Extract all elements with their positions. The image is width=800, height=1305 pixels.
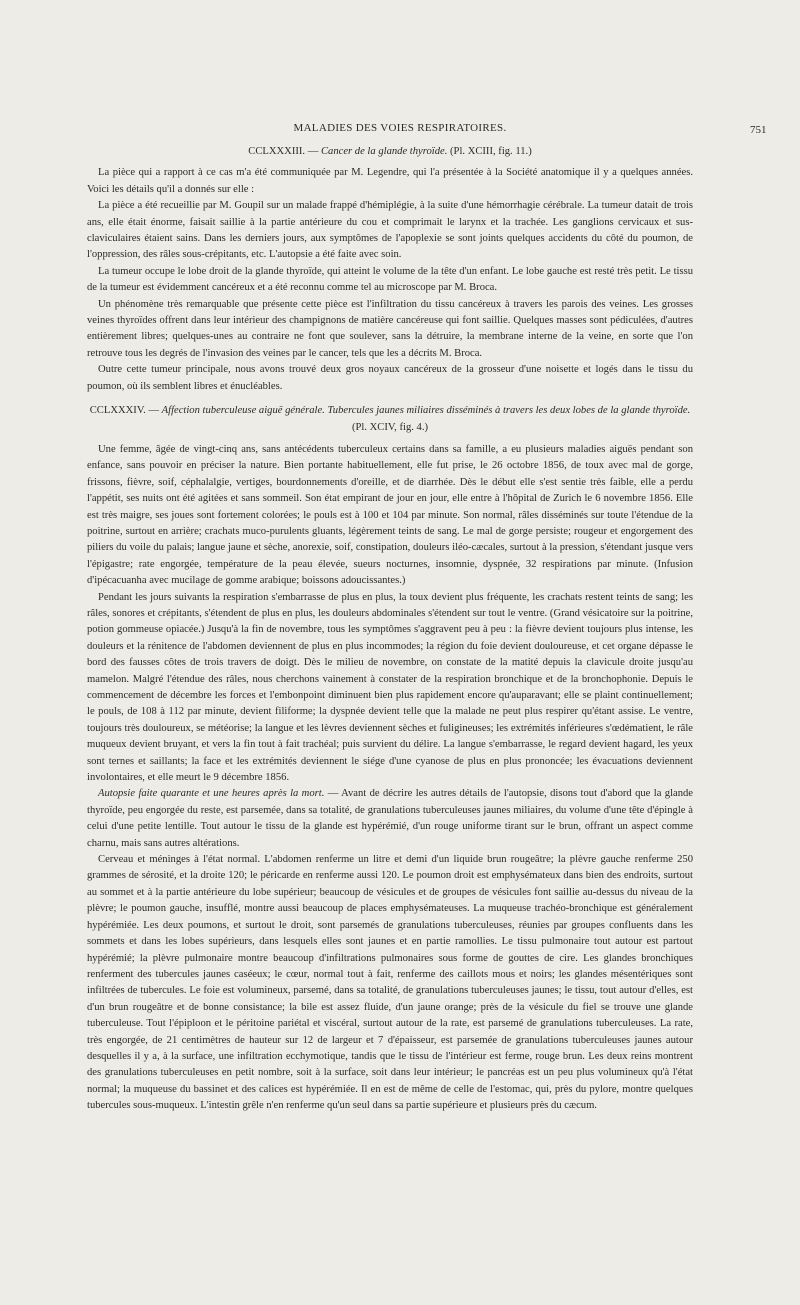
page-content xyxy=(87,144,693,1115)
paragraph: Outre cette tumeur principale, nous avons trouvé deux gros noyaux cancéreux de la grosseur d'une noisette et logés dans le tissu du poumon, où ils semblent libres et énucléables. xyxy=(87,364,693,392)
page-number: 751 xyxy=(750,124,767,136)
paragraph: La pièce qui a rapport à ce cas m'a été communiquée par M. Legendre, qui l'a présentée à la Société anatomique il y a quelques années. Voici les détails qu'il a donnés sur elle : xyxy=(87,167,693,195)
running-head: MALADIES DES VOIES RESPIRATOIRES. xyxy=(293,122,507,134)
section-2-title: Affection tuberculeuse aiguë générale. Tubercules jaunes miliaires disséminés à travers les deux lobes de la glande thyroïde. xyxy=(161,405,691,417)
paragraph: La pièce a été recueillie par M. Goupil sur un malade frappé d'hémiplégie, à la suite d'une hémorrhagie cérébrale. La tumeur datait de trois ans, elle était énorme, faisait saillie à la partie antérieure du cou et comprimait le larynx et la trachée. Les ganglions cervicaux et sus-claviculaires étaient sains. Dans les derniers jours, aux symptômes de l'apoplexie se sont joints quelques accidents du côté du poumon, de l'oppression, des râles sous-crépitants, etc. L'autopsie a été faite avec soin. xyxy=(87,200,693,261)
paragraph: Une femme, âgée de vingt-cinq ans, sans antécédents tuberculeux certains dans sa famille, a eu plusieurs maladies aiguës pendant son enfance, sans pouvoir en préciser la nature. Bien portante habituellement, elle fut prise, le 26 octobre 1856, de toux avec mal de gorge, frissons, fièvre, soif, céphalalgie, vertiges, bourdonnements d'oreille, et de diarrhée. Dès le début elle s'est sentie très faible, elle a perdu l'appétit, ses nuits ont été agitées et sans sommeil. Son état empirant de jour en jour, elle entre à l'hôpital de Zurich le 6 novembre 1856. Elle est très maigre, ses joues sont fortement colorées; le pouls est à 100 et 104 par minute. Son normal, râles disséminés sur toute l'étendue de la poitrine, surtout en arrière; crachats muco-purulents gluants, légèrement teints de sang. Le mal de gorge persiste; rougeur et engorgement des piliers du voile du palais; langue jaune et sèche, anorexie, soif, constipation, douleurs iléo-cæcales, surtout à la pression, s'étendant jusque vers l'épigastre; rate engorgée, température de la peau élevée, sueurs nocturnes, insomnie, dyspnée, 32 respirations par minute. (Infusion d'ipécacuanha avec mucilage de gomme arabique; boissons adoucissantes.) xyxy=(87,443,693,587)
section-2-number: CCLXXXIV. — xyxy=(89,405,159,417)
section-1-number: CCLXXXIII. — xyxy=(248,146,319,157)
paragraph: Cerveau et méninges à l'état normal. L'abdomen renferme un litre et demi d'un liquide brun rougeâtre; la plèvre gauche renferme 250 grammes de sérosité, et la droite 120; le péricarde en renferme aussi 120. Le poumon droit est emphysémateux dans bien des endroits, surtout au sommet et à la partie antérieure du lobe supérieur; beaucoup de vésicules et de groupes de vésicules font saillie au-dessus du niveau de la plèvre; le poumon gauche, insufflé, montre aussi beaucoup de places emphysémateuses. La muqueuse trachéo-bronchique est généralement hypérémiée. Les deux poumons, et surtout le droit, sont parsemés de granulations tuberculeuses, réunies par groupes confluents dans les sommets et dans les lobes supérieurs, dans lesquels elles sont jaunes et en partie ramollies. Le tissu pulmonaire tout autour est partout hypérémié; la plèvre pulmonaire montre beaucoup d'infiltrations pulmonaires sous forme de gouttes de cire. Les glandes bronchiques renferment des tubercules jaunes caséeux; le cœur, normal tout à fait, renferme des caillots mous et noirs; les glandes mésentériques sont infiltrées de tubercules. Le foie est volumineux, parsemé, dans sa totalité, de granulations tuberculeuses jaunes; le tissu, tout autour d'elles, est d'un brun rougeâtre et de bonne consistance; la bile est assez fluide, d'un jaune orange; près de la vésicule du fiel se trouve une glande tuberculeuse. Tout l'épiploon et le péritoine pariétal et viscéral, surtout autour de la rate, est parsemé de granulations tuberculeuses. La rate, très engorgée, de 21 centimètres de hauteur sur 12 de largeur et 7 d'épaisseur, est parsemée de granulations tuberculeuses jaunes autour desquelles il y a, à la surface, une infiltration ecchymotique, tandis que le tissu de l'intérieur est ferme, rouge brun. Les deux reins montrent des granulations tuberculeuses en petit nombre, soit à la surface, soit dans leur intérieur; le pancréas est un peu plus volumineux qu'à l'état normal; la muqueuse du bassinet et des calices est hypérémiée. Il en est de même de celle de l'estomac, qui, près du pylore, montre quelques tubercules sous-muqueux. L'intestin grêle n'en renferme qu'un seul dans sa partie supérieure et plusieurs près du cæcum. xyxy=(87,854,693,1112)
section-1-title: Cancer de la glande thyroïde. xyxy=(320,146,448,157)
autopsy-paragraph xyxy=(87,786,693,852)
autopsy-text: — Avant de décrire les autres détails de l'autopsie, disons tout d'abord que la glande thyroïde, peu engorgée du reste, est parsemée, dans sa totalité, de granulations tuberculeuses jaunes miliaires, du volume d'une tête d'épingle à celui d'une petite lentille. Tout autour le tissu de la glande est hypérémié, d'un rouge uniforme tirant sur le brun, offrant un aspect comme charnu, mais sans autres altérations. xyxy=(87,788,694,849)
paragraph: Un phénomène très remarquable que présente cette pièce est l'infiltration du tissu cancéreux à travers les parois des veines. Les grosses veines thyroïdes offrent dans leur intérieur des champignons de matière cancéreuse qui font saillie. Quelques masses sont pédiculées, d'autres entièrement libres; quelques-unes au contraire ne font que soulever, sans la détruire, la membrane interne de la veine, en sorte que l'on retrouve tous les degrés de l'invasion des veines par le cancer, tels que les a décrits M. Broca. xyxy=(87,298,693,359)
autopsy-lead: Autopsie faite quarante et une heures après la mort. xyxy=(98,788,325,800)
paragraph: La tumeur occupe le lobe droit de la glande thyroïde, qui atteint le volume de la tête d'un enfant. Le lobe gauche est resté très petit. Le tissu de la tumeur est évidemment cancéreux et a été reconnu comme tel au microscope par M. Broca. xyxy=(87,265,693,294)
section-1-body xyxy=(87,165,693,395)
paragraph: Pendant les jours suivants la respiration s'embarrasse de plus en plus, la toux devient plus fréquente, les crachats restent teints de sang; les râles, sonores et crépitants, s'étendent de plus en plus, les douleurs abdominales s'étendent sur tout le ventre. (Grand vésicatoire sur la poitrine, potion gommeuse opiacée.) Jusqu'à la fin de novembre, tous les symptômes s'aggravent peu à peu : la fièvre devient toujours plus intense, les douleurs et la rénitence de l'abdomen deviennent de plus en plus incommodes; la région du foie devient douloureuse, et cet organe dépasse le bord des fausses côtes de trois travers de doigt. Dès le milieu de novembre, on constate de la matité depuis la clavicule droite jusqu'au mamelon. Malgré l'étendue des râles, nous cherchons vainement à constater de la respiration bronchique et de la bronchophonie. Depuis le commencement de décembre les forces et l'embonpoint diminuent bien plus rapidement encore qu'auparavant; elle se plaint continuellement; le pouls, de 108 à 112 par minute, devient filiforme; la dyspnée devient telle que la malade ne peut plus respirer qu'étant assise. Le ventre, toujours très douloureux, se météorise; la langue et les lèvres deviennent sèches et fuligineuses; les extrémités inférieures s'œdématient, le râle muqueux devient bruyant, et vers la fin tout à fait trachéal; puis survient du délire. La langue s'embarrasse, le regard devient hagard, les yeux sont ternes et saillants; la face et les extrémités deviennent le siége d'une cyanose de plus en plus prononcée; les évacuations deviennent involontaires, et elle meurt le 9 décembre 1856. xyxy=(87,591,693,784)
section-2-ref: (Pl. XCIV, fig. 4.) xyxy=(351,421,429,433)
section-2-heading xyxy=(87,403,693,419)
section-2-body xyxy=(87,442,693,1115)
section-1-ref: (Pl. XCIII, fig. 11.) xyxy=(450,146,532,157)
section-1-heading xyxy=(87,144,693,160)
